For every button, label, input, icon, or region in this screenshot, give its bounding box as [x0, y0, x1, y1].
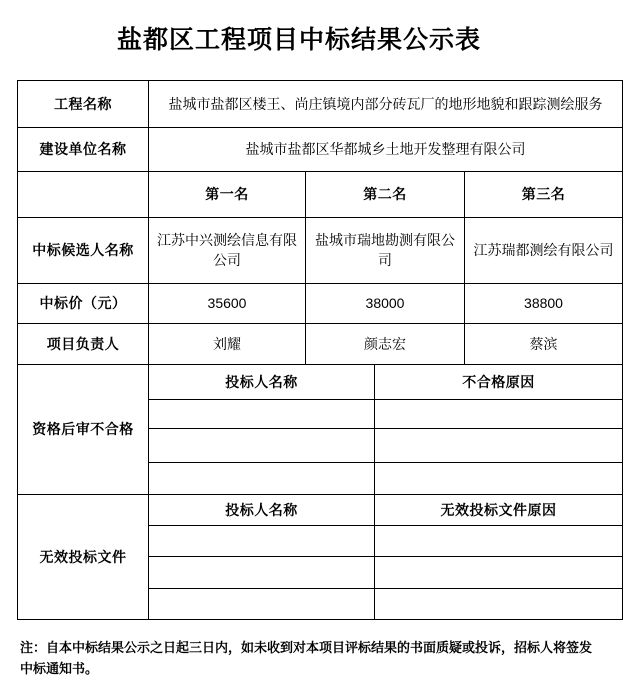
- rank-header-1: 第一名: [149, 171, 306, 217]
- postqual-bidder-cell: [149, 428, 375, 462]
- row-postqual-header: [18, 364, 623, 399]
- invalid-bidder-header: 投标人名称: [149, 494, 375, 525]
- invalid-bidder-cell: [149, 556, 375, 588]
- candidate-1: 江苏中兴测绘信息有限公司: [149, 217, 306, 283]
- invalid-bidder-cell: [149, 588, 375, 619]
- leader-3: 蔡滨: [465, 323, 623, 364]
- postqual-reason-cell: [375, 399, 623, 428]
- leader-1: 刘耀: [149, 323, 306, 364]
- row-price: [18, 283, 623, 323]
- row-owner: [18, 127, 623, 171]
- invalid-reason-cell: [375, 556, 623, 588]
- postqual-bidder-cell: [149, 399, 375, 428]
- row-project-name: [18, 80, 623, 127]
- leader-label: 项目负责人: [18, 323, 149, 364]
- postqual-reason-cell: [375, 428, 623, 462]
- project-name-label: 工程名称: [18, 80, 149, 127]
- candidate-3: 江苏瑞都测绘有限公司: [465, 217, 623, 283]
- owner-value: 盐城市盐都区华都城乡土地开发整理有限公司: [149, 127, 623, 171]
- row-invalid-header: [18, 494, 623, 525]
- postqual-label: 资格后审不合格: [18, 364, 149, 494]
- leader-2: 颜志宏: [306, 323, 465, 364]
- row-leader: [18, 323, 623, 364]
- invalid-label: 无效投标文件: [18, 494, 149, 619]
- rank-header-spacer: [18, 171, 149, 217]
- invalid-reason-cell: [375, 525, 623, 556]
- price-3: 38800: [465, 283, 623, 323]
- rank-header-3: 第三名: [465, 171, 623, 217]
- footer-note: 注：自本中标结果公示之日起三日内，如未收到对本项目评标结果的书面质疑或投诉，招标人将签发中标通知书。: [20, 639, 593, 676]
- row-rank-headers: [18, 171, 623, 217]
- owner-label: 建设单位名称: [18, 127, 149, 171]
- page-title: 盐都区工程项目中标结果公示表: [116, 26, 481, 54]
- price-1: 35600: [149, 283, 306, 323]
- invalid-reason-cell: [375, 588, 623, 619]
- rank-header-2: 第二名: [306, 171, 465, 217]
- candidates-label: 中标候选人名称: [18, 217, 149, 283]
- project-name-value: 盐城市盐都区楼王、尚庄镇境内部分砖瓦厂的地形地貌和跟踪测绘服务: [149, 80, 623, 127]
- bid-results-table: [17, 80, 623, 620]
- candidate-2: 盐城市瑞地勘测有限公司: [306, 217, 465, 283]
- postqual-bidder-cell: [149, 462, 375, 494]
- invalid-reason-header: 无效投标文件原因: [375, 494, 623, 525]
- postqual-reason-cell: [375, 462, 623, 494]
- price-label: 中标价（元）: [18, 283, 149, 323]
- invalid-bidder-cell: [149, 525, 375, 556]
- postqual-reason-header: 不合格原因: [375, 364, 623, 399]
- row-candidates: [18, 217, 623, 283]
- price-2: 38000: [306, 283, 465, 323]
- postqual-bidder-header: 投标人名称: [149, 364, 375, 399]
